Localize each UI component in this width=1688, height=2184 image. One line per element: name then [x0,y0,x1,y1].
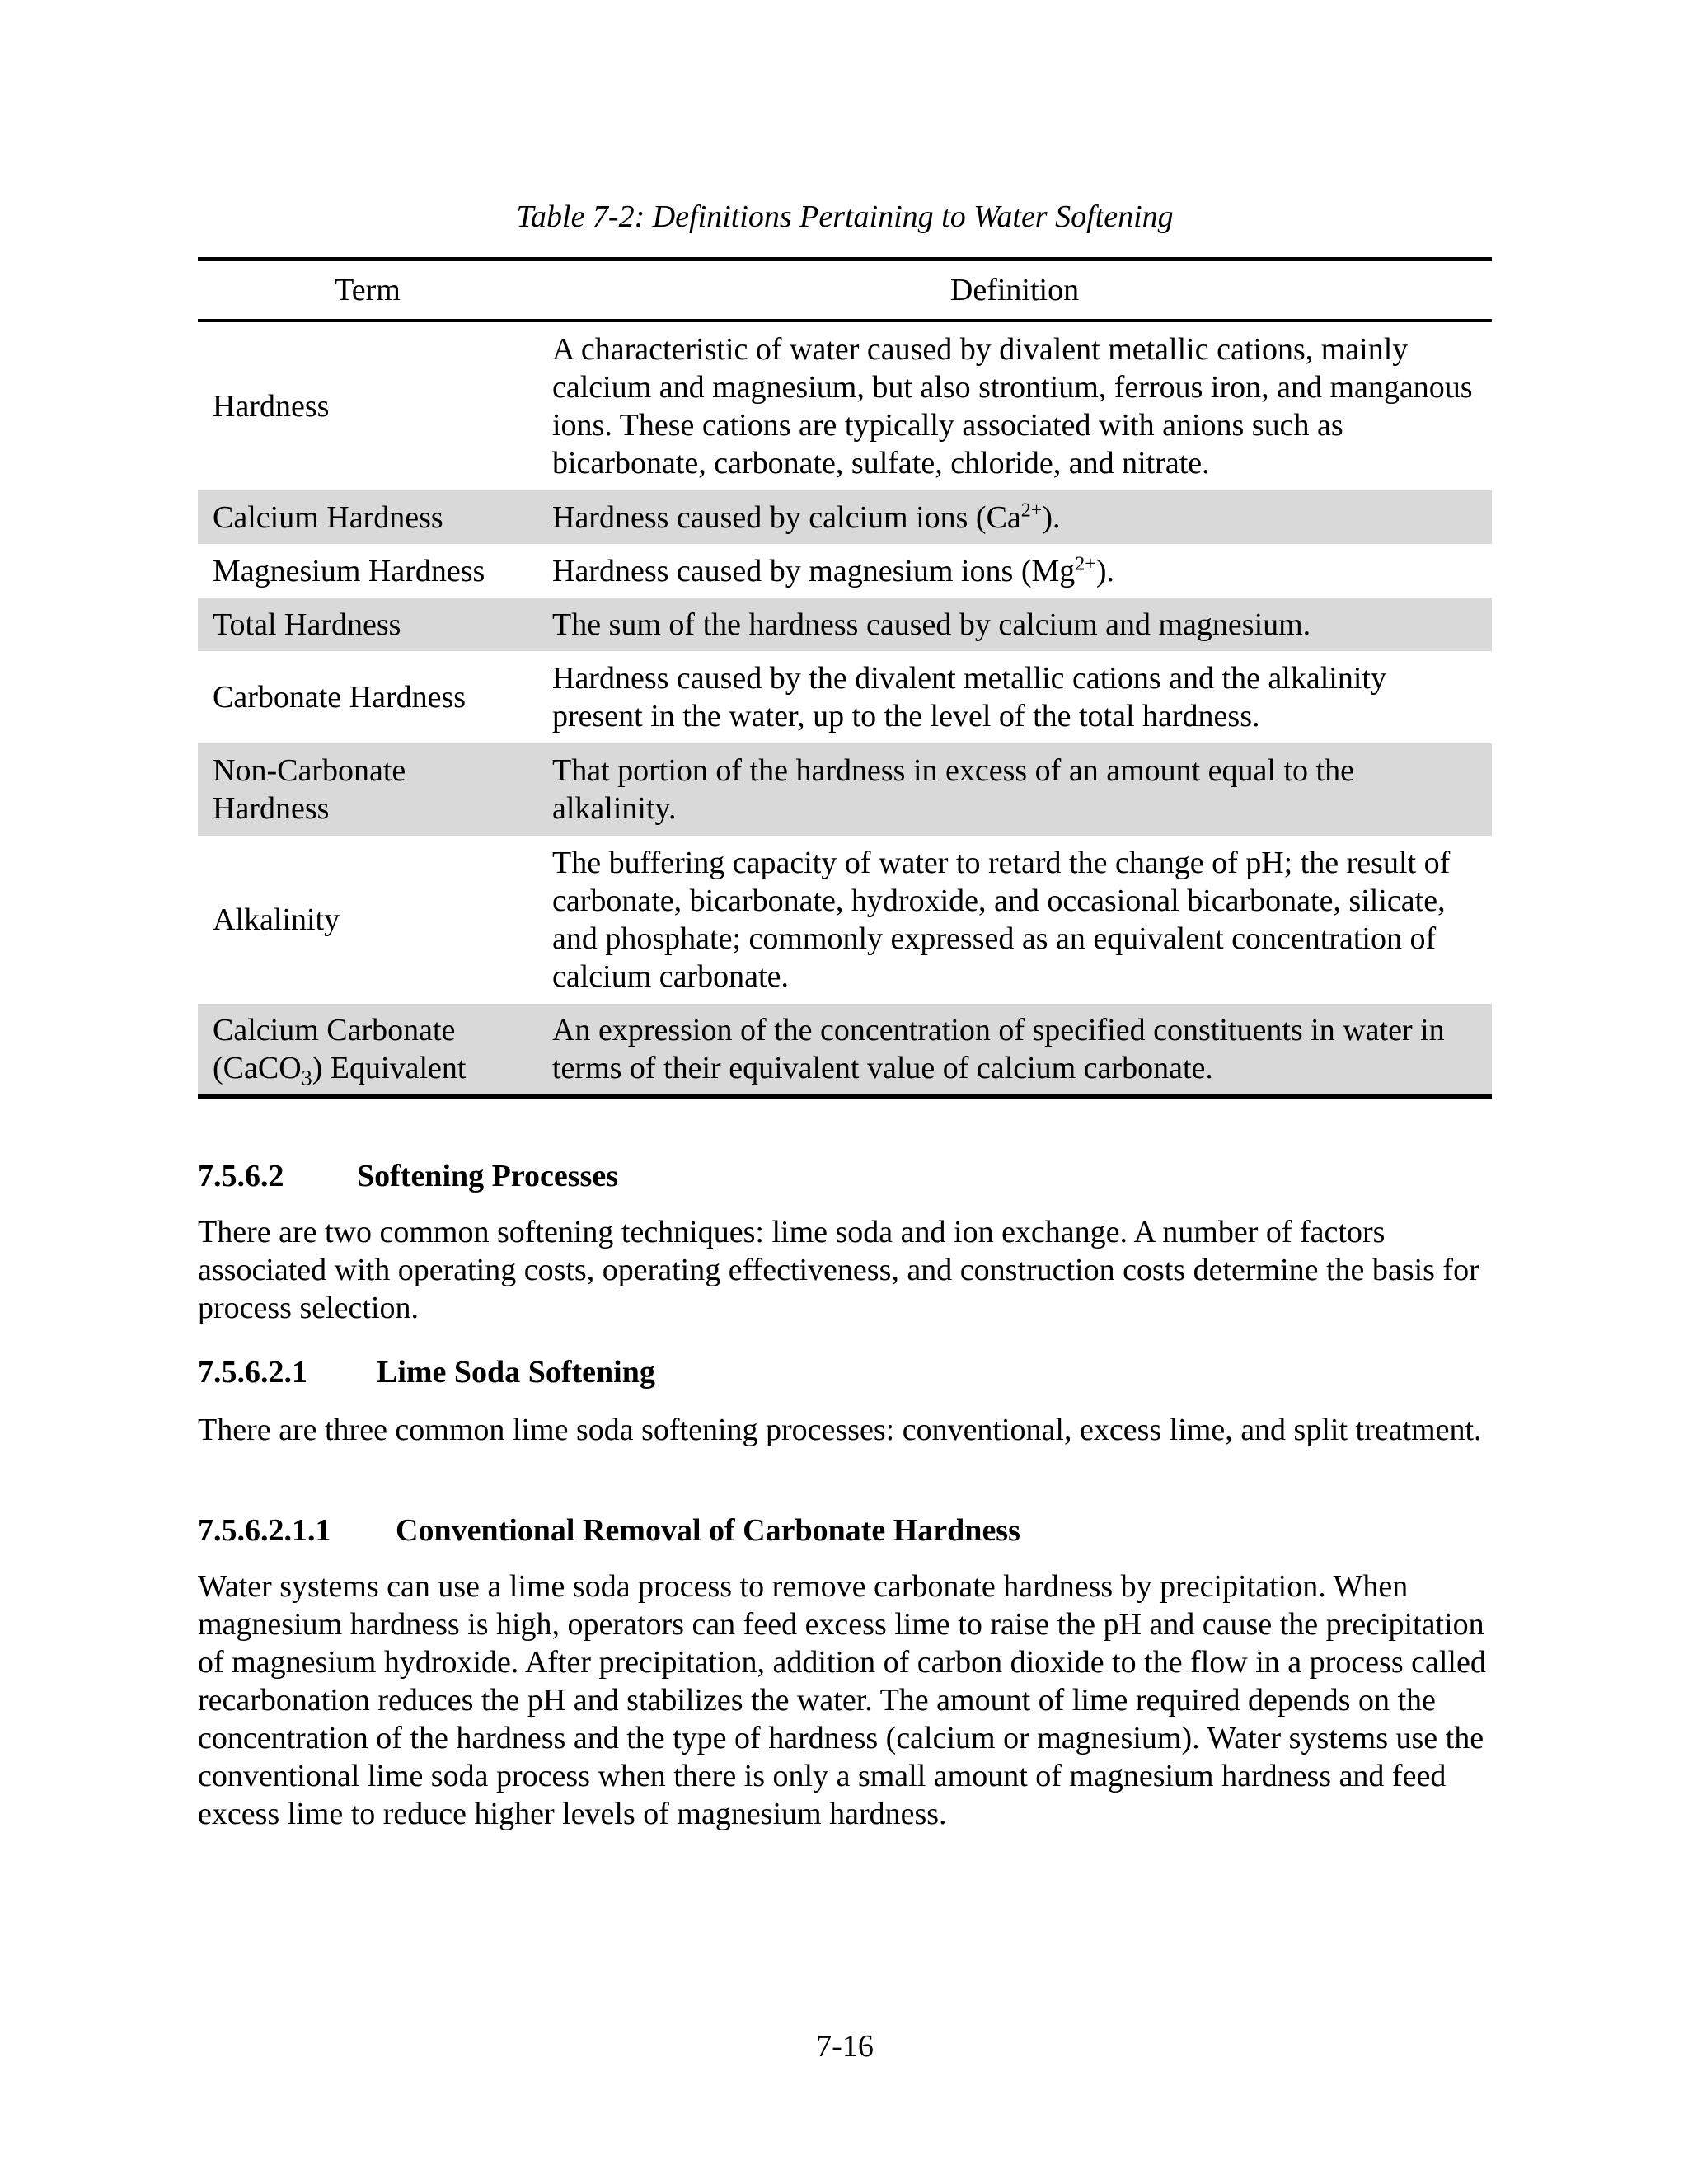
table-row [198,598,1492,651]
definition-cell: Hardness caused by the divalent metallic cations and the alkalinity present in the water, up to the level of the total hardness. [552,661,1386,733]
term-cell: Non-Carbonate Hardness [198,743,537,836]
page-number: 7-16 [816,2029,874,2064]
table-row [198,544,1492,598]
term-cell: Magnesium Hardness [213,553,485,588]
definition-cell: An expression of the concentration of specified constituents in water in terms of their equivalent value of calcium carbonate. [537,1004,1492,1096]
header-definition: Definition [537,260,1492,321]
table-row [198,743,1492,836]
definition-cell: A characteristic of water caused by divalent metallic cations, mainly calcium and magnesium, but also strontium, ferrous iron, and manganous ions. These cations are typically associated with anions such as bicarbonate, carbonate, sulfate, chloride, and nitrate. [552,332,1473,480]
term-cell: Alkalinity [213,902,340,937]
section-heading [198,1157,618,1195]
definition-cell: The buffering capacity of water to retard the change of pH; the result of carbonate, bicarbonate, hydroxide, and occasional bicarbonate, silicate, and phosphate; commonly expressed as an equivalent concentration of calcium carbonate. [552,846,1451,994]
term-cell: Calcium Carbonate (CaCO$_3$) Equivalent [198,1004,537,1096]
section-body: Water systems can use a lime soda process to remove carbonate hardness by precipitation. When magnesium hardness is high, operators can feed excess lime to raise the pH and cause the precipitation of magnesium hydroxide. After precipitation, addition of carbon dioxide to the flow in a process called recarbonation reduces the pH and stabilizes the water. The amount of lime required depends on the concentration of the hardness and the type of hardness (calcium or magnesium). Water systems use the conventional lime soda process when there is only a small amount of magnesium hardness and feed excess lime to reduce higher levels of magnesium hardness. [198,1569,1486,1831]
header-term: Term [198,260,537,321]
definition-cell: Hardness caused by magnesium ions $(Mg^{2+})$. [552,552,1114,588]
table-row [198,321,1492,490]
section-heading [198,1511,1020,1549]
definition-cell: Hardness caused by calcium ions $(Ca^{2+})$. [537,490,1492,544]
section-title: Lime Soda Softening [377,1355,655,1390]
table-header-row [198,260,1492,321]
section-title: Softening Processes [357,1159,618,1193]
section-number: 7.5.6.2 [198,1159,284,1193]
term-cell: Calcium Hardness [198,490,537,544]
definition-cell: That portion of the hardness in excess of an amount equal to the alkalinity. [537,743,1492,836]
section-number: 7.5.6.2.1 [198,1355,307,1390]
table-row [198,651,1492,743]
section-title: Conventional Removal of Carbonate Hardness [396,1513,1020,1548]
section-body: There are three common lime soda softening processes: conventional, excess lime, and split treatment. [198,1413,1482,1447]
table-row [198,490,1492,544]
table-caption: Table 7-2: Definitions Pertaining to Water Softening [516,199,1174,234]
table-row [198,1004,1492,1096]
definition-cell: The sum of the hardness caused by calcium and magnesium. [537,598,1492,651]
section-heading [198,1353,655,1391]
definitions-table [198,257,1492,1099]
table-row [198,836,1492,1004]
term-cell: Carbonate Hardness [213,680,467,715]
term-cell: Hardness [213,389,330,424]
section-body: There are two common softening techniques: lime soda and ion exchange. A number of factors associated with operating costs, operating effectiveness, and construction costs determine the basis for process selection. [198,1215,1479,1325]
term-cell: Total Hardness [198,598,537,651]
section-number: 7.5.6.2.1.1 [198,1513,331,1548]
